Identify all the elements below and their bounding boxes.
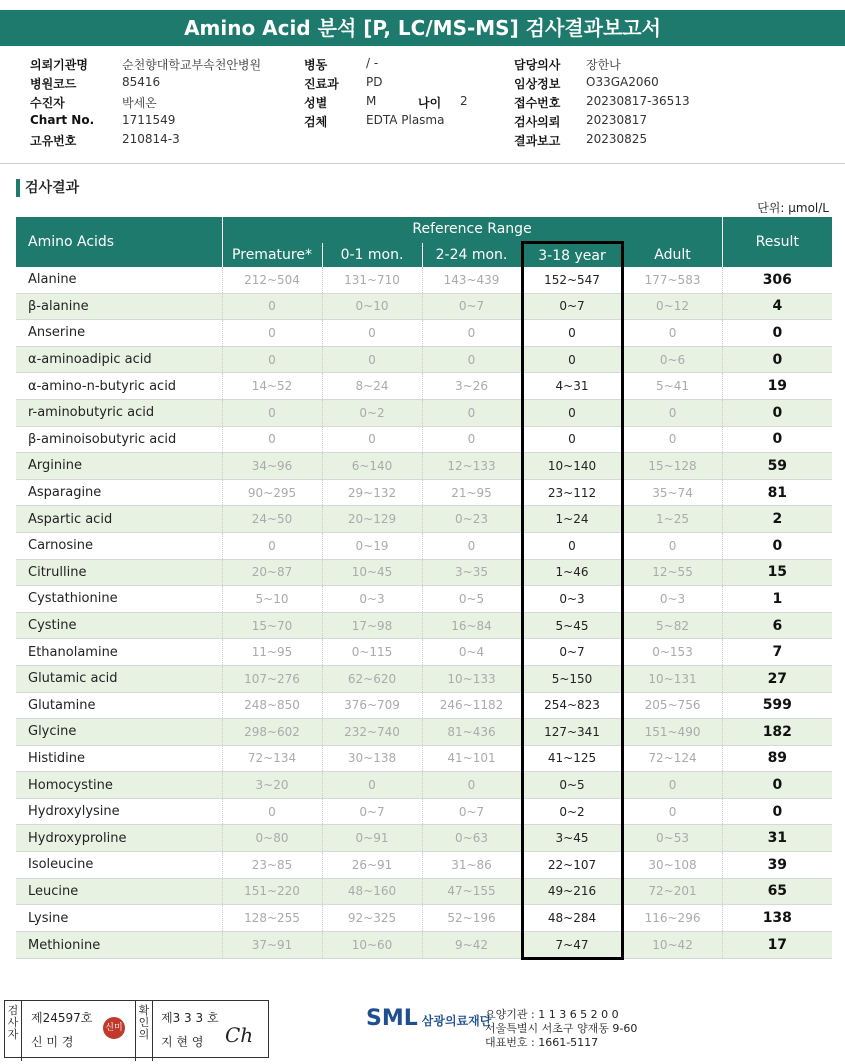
ref-3-18-year: 152~547 (522, 267, 622, 293)
address: 서울특별시 서초구 양재동 9-60 (485, 1022, 638, 1035)
ref-range-cell: 17~98 (322, 612, 422, 639)
chart-value: 1711549 (122, 113, 176, 127)
amino-acid-name: r-aminobutyric acid (16, 399, 222, 426)
result-value: 65 (722, 878, 832, 905)
amino-acid-name: Carnosine (16, 532, 222, 559)
table-row (16, 373, 832, 400)
amino-acid-name: Aspartic acid (16, 506, 222, 533)
ref-range-cell: 0~80 (222, 825, 322, 852)
ward-value: / - (366, 56, 379, 70)
ref-range-cell: 0~7 (422, 293, 522, 320)
ref-range-cell: 0~4 (422, 639, 522, 666)
ref-range-cell: 15~70 (222, 612, 322, 639)
footer (0, 1000, 845, 1064)
ref-range-cell: 0 (622, 532, 722, 559)
ref-3-18-year: 0~2 (522, 798, 622, 825)
ref-range-cell: 20~87 (222, 559, 322, 586)
table-row (16, 559, 832, 586)
ref-range-cell: 81~436 (422, 719, 522, 746)
ref-range-cell: 0~3 (622, 586, 722, 613)
ref-range-cell: 0 (422, 772, 522, 799)
patient-info (30, 56, 830, 151)
tester-number: 제24597호 (31, 1011, 93, 1025)
table-row (16, 692, 832, 719)
confirm-number: 제3 3 3 호 (161, 1011, 219, 1025)
report-title: Amino Acid 분석 [P, LC/MS-MS] 검사결과보고서 (0, 10, 845, 46)
ref-range-cell: 0 (222, 399, 322, 426)
ref-range-cell: 10~60 (322, 931, 422, 959)
ref-3-18-year: 4~31 (522, 373, 622, 400)
ref-range-cell: 72~124 (622, 745, 722, 772)
ward-label: 병동 (304, 58, 328, 72)
result-value: 599 (722, 692, 832, 719)
result-value: 39 (722, 852, 832, 879)
ref-range-cell: 107~276 (222, 665, 322, 692)
ref-range-cell: 90~295 (222, 479, 322, 506)
ref-range-cell: 0~23 (422, 506, 522, 533)
ref-range-cell: 0 (222, 532, 322, 559)
amino-acid-name: Cystathionine (16, 586, 222, 613)
unit-label: 단위: μmol/L (757, 201, 829, 215)
result-value: 27 (722, 665, 832, 692)
ref-range-cell: 0~19 (322, 532, 422, 559)
ref-range-cell: 62~620 (322, 665, 422, 692)
ref-range-cell: 0 (422, 532, 522, 559)
amino-acid-name: Methionine (16, 931, 222, 959)
logo-text: SML (366, 1006, 418, 1031)
result-value: 0 (722, 346, 832, 373)
patient-label: 수진자 (30, 96, 65, 110)
ref-3-18-year: 1~24 (522, 506, 622, 533)
request-value: 20230817 (586, 113, 648, 127)
ref-3-18-year: 0 (522, 532, 622, 559)
result-value: 0 (722, 399, 832, 426)
amino-acid-name: β-aminoisobutyric acid (16, 426, 222, 453)
ref-3-18-year: 254~823 (522, 692, 622, 719)
ref-3-18-year: 0 (522, 320, 622, 347)
ref-3-18-year: 5~45 (522, 612, 622, 639)
amino-acid-name: Anserine (16, 320, 222, 347)
result-value: 0 (722, 772, 832, 799)
address-block (485, 1008, 637, 1050)
result-value: 6 (722, 612, 832, 639)
ref-3-18-year: 127~341 (522, 719, 622, 746)
ref-range-cell: 0 (622, 798, 722, 825)
ref-range-cell: 5~82 (622, 612, 722, 639)
ref-range-cell: 0 (322, 320, 422, 347)
table-row (16, 586, 832, 613)
ref-range-cell: 41~101 (422, 745, 522, 772)
amino-acid-name: Isoleucine (16, 852, 222, 879)
ref-range-cell: 10~42 (622, 931, 722, 959)
header-amino-acids: Amino Acids (16, 217, 222, 267)
amino-acid-name: Leucine (16, 878, 222, 905)
amino-acid-name: Alanine (16, 267, 222, 293)
result-value: 1 (722, 586, 832, 613)
age-label: 나이 (418, 96, 442, 110)
ref-range-cell: 0~153 (622, 639, 722, 666)
ref-range-cell: 0 (622, 426, 722, 453)
ref-3-18-year: 10~140 (522, 453, 622, 480)
phone: 대표번호 : 1661-5117 (485, 1036, 599, 1049)
table-row (16, 293, 832, 320)
result-value: 81 (722, 479, 832, 506)
header-adult: Adult (622, 243, 722, 268)
amino-acid-name: α-amino-n-butyric acid (16, 373, 222, 400)
table-row (16, 506, 832, 533)
ref-range-cell: 212~504 (222, 267, 322, 293)
sex-label: 성별 (304, 96, 328, 110)
ref-range-cell: 0~91 (322, 825, 422, 852)
code-label: 병원코드 (30, 77, 77, 91)
ref-range-cell: 3~26 (422, 373, 522, 400)
specimen-label: 검체 (304, 115, 328, 129)
ref-3-18-year: 41~125 (522, 745, 622, 772)
ref-range-cell: 177~583 (622, 267, 722, 293)
section-title: 검사결과 (25, 180, 80, 196)
ref-range-cell: 0 (322, 772, 422, 799)
ref-3-18-year: 0~5 (522, 772, 622, 799)
ref-range-cell: 23~85 (222, 852, 322, 879)
ref-range-cell: 246~1182 (422, 692, 522, 719)
result-value: 15 (722, 559, 832, 586)
ref-range-cell: 37~91 (222, 931, 322, 959)
specimen-value: EDTA Plasma (366, 113, 445, 127)
ref-range-cell: 35~74 (622, 479, 722, 506)
result-value: 0 (722, 320, 832, 347)
ref-range-cell: 0 (322, 426, 422, 453)
ref-range-cell: 31~86 (422, 852, 522, 879)
ref-range-cell: 72~201 (622, 878, 722, 905)
amino-acid-name: Hydroxylysine (16, 798, 222, 825)
ref-3-18-year: 7~47 (522, 931, 622, 959)
ref-range-cell: 0 (422, 346, 522, 373)
chart-label: Chart No. (30, 113, 95, 127)
ref-range-cell: 0 (622, 399, 722, 426)
ref-range-cell: 24~50 (222, 506, 322, 533)
table-row (16, 532, 832, 559)
ref-range-cell: 298~602 (222, 719, 322, 746)
ref-range-cell: 0~7 (322, 798, 422, 825)
report-value: 20230825 (586, 132, 648, 146)
hospital-label: 의뢰기관명 (30, 58, 88, 72)
ref-range-cell: 10~45 (322, 559, 422, 586)
amino-acid-name: α-aminoadipic acid (16, 346, 222, 373)
ref-range-cell: 34~96 (222, 453, 322, 480)
ref-3-18-year: 49~216 (522, 878, 622, 905)
ref-range-cell: 151~490 (622, 719, 722, 746)
amino-acid-name: Cystine (16, 612, 222, 639)
ref-range-cell: 3~35 (422, 559, 522, 586)
section-marker (16, 179, 20, 197)
dept-value: PD (366, 75, 383, 89)
divider (0, 163, 845, 164)
ref-range-cell: 26~91 (322, 852, 422, 879)
ref-range-cell: 0~5 (422, 586, 522, 613)
ref-range-cell: 151~220 (222, 878, 322, 905)
sex-value: M (366, 94, 377, 108)
header-2-24-mon: 2-24 mon. (422, 243, 522, 268)
table-row (16, 931, 832, 959)
confirm-signature: Ch (225, 1023, 254, 1047)
table-row (16, 346, 832, 373)
confirm-label: 확인의 (135, 1001, 153, 1061)
institution-code: 요양기관 : 1 1 3 6 5 2 0 0 (485, 1008, 619, 1021)
table-row (16, 320, 832, 347)
clinical-label: 임상정보 (514, 77, 561, 91)
ref-3-18-year: 48~284 (522, 905, 622, 932)
ref-range-cell: 0~63 (422, 825, 522, 852)
ref-range-cell: 0 (622, 772, 722, 799)
ref-3-18-year: 23~112 (522, 479, 622, 506)
ref-range-cell: 5~41 (622, 373, 722, 400)
ref-range-cell: 0 (222, 320, 322, 347)
table-row (16, 905, 832, 932)
table-row (16, 426, 832, 453)
amino-acid-name: Citrulline (16, 559, 222, 586)
header-reference-range: Reference Range (222, 217, 722, 243)
table-row (16, 719, 832, 746)
result-value: 0 (722, 426, 832, 453)
amino-acid-name: Glutamine (16, 692, 222, 719)
ref-range-cell: 248~850 (222, 692, 322, 719)
clinical-value: O33GA2060 (586, 75, 659, 89)
ref-range-cell: 29~132 (322, 479, 422, 506)
ref-range-cell: 72~134 (222, 745, 322, 772)
tester-name: 신 미 경 (31, 1035, 74, 1049)
ref-3-18-year: 22~107 (522, 852, 622, 879)
table-row (16, 399, 832, 426)
ref-range-cell: 0~7 (422, 798, 522, 825)
ref-range-cell: 0~53 (622, 825, 722, 852)
ref-range-cell: 20~129 (322, 506, 422, 533)
ref-3-18-year: 1~46 (522, 559, 622, 586)
ref-range-cell: 0~6 (622, 346, 722, 373)
ref-range-cell: 0 (222, 798, 322, 825)
ref-range-cell: 1~25 (622, 506, 722, 533)
amino-acid-name: Ethanolamine (16, 639, 222, 666)
ref-range-cell: 10~131 (622, 665, 722, 692)
ref-range-cell: 11~95 (222, 639, 322, 666)
ref-3-18-year: 0 (522, 346, 622, 373)
amino-acid-name: Histidine (16, 745, 222, 772)
ref-range-cell: 0~2 (322, 399, 422, 426)
ref-3-18-year: 3~45 (522, 825, 622, 852)
ref-range-cell: 0 (222, 293, 322, 320)
table-row (16, 878, 832, 905)
ref-3-18-year: 0 (522, 399, 622, 426)
ref-range-cell: 0 (422, 426, 522, 453)
amino-acid-name: Lysine (16, 905, 222, 932)
ref-range-cell: 5~10 (222, 586, 322, 613)
ref-3-18-year: 0~7 (522, 293, 622, 320)
code-value: 85416 (122, 75, 161, 89)
signature-box (4, 1000, 269, 1058)
ref-range-cell: 0 (422, 399, 522, 426)
result-value: 306 (722, 267, 832, 293)
ref-range-cell: 0 (422, 320, 522, 347)
ref-range-cell: 0 (622, 320, 722, 347)
ref-range-cell: 128~255 (222, 905, 322, 932)
results-table (16, 217, 832, 960)
ref-range-cell: 10~133 (422, 665, 522, 692)
table-row (16, 825, 832, 852)
amino-acid-name: Glutamic acid (16, 665, 222, 692)
result-value: 19 (722, 373, 832, 400)
ref-range-cell: 131~710 (322, 267, 422, 293)
ref-range-cell: 52~196 (422, 905, 522, 932)
header-3-18-year: 3-18 year (522, 243, 622, 268)
header-0-1-mon: 0-1 mon. (322, 243, 422, 268)
ref-range-cell: 30~108 (622, 852, 722, 879)
ref-3-18-year: 5~150 (522, 665, 622, 692)
header-result: Result (722, 217, 832, 267)
uid-label: 고유번호 (30, 134, 77, 148)
table-row (16, 798, 832, 825)
doctor-label: 담당의사 (514, 58, 561, 72)
sml-logo (366, 1006, 491, 1031)
ref-range-cell: 47~155 (422, 878, 522, 905)
header-premature: Premature* (222, 243, 322, 268)
ref-3-18-year: 0~7 (522, 639, 622, 666)
table-row (16, 479, 832, 506)
ref-range-cell: 14~52 (222, 373, 322, 400)
ref-range-cell: 16~84 (422, 612, 522, 639)
ref-range-cell: 3~20 (222, 772, 322, 799)
table-row (16, 453, 832, 480)
table-row (16, 772, 832, 799)
result-value: 31 (722, 825, 832, 852)
ref-range-cell: 0 (222, 426, 322, 453)
table-row (16, 665, 832, 692)
ref-range-cell: 21~95 (422, 479, 522, 506)
ref-range-cell: 0~115 (322, 639, 422, 666)
amino-acid-name: Glycine (16, 719, 222, 746)
result-value: 0 (722, 798, 832, 825)
amino-acid-name: Homocystine (16, 772, 222, 799)
ref-range-cell: 15~128 (622, 453, 722, 480)
tester-label: 검사자 (5, 1001, 22, 1061)
ref-range-cell: 376~709 (322, 692, 422, 719)
receipt-label: 접수번호 (514, 96, 561, 110)
hospital-value: 순천향대학교부속천안병원 (122, 58, 262, 72)
ref-range-cell: 205~756 (622, 692, 722, 719)
ref-3-18-year: 0~3 (522, 586, 622, 613)
ref-range-cell: 0~3 (322, 586, 422, 613)
foundation-name: 삼광의료재단 (421, 1014, 492, 1028)
ref-range-cell: 0~12 (622, 293, 722, 320)
table-row (16, 745, 832, 772)
result-value: 59 (722, 453, 832, 480)
ref-3-18-year: 0 (522, 426, 622, 453)
table-row (16, 267, 832, 293)
ref-range-cell: 0~10 (322, 293, 422, 320)
ref-range-cell: 92~325 (322, 905, 422, 932)
ref-range-cell: 30~138 (322, 745, 422, 772)
result-value: 0 (722, 532, 832, 559)
ref-range-cell: 232~740 (322, 719, 422, 746)
result-value: 182 (722, 719, 832, 746)
uid-value: 210814-3 (122, 132, 180, 146)
table-row (16, 612, 832, 639)
ref-range-cell: 0 (322, 346, 422, 373)
amino-acid-name: Arginine (16, 453, 222, 480)
ref-range-cell: 6~140 (322, 453, 422, 480)
result-value: 89 (722, 745, 832, 772)
doctor-value: 장한나 (586, 58, 621, 72)
tester-seal: 신미경 (103, 1017, 125, 1039)
ref-range-cell: 116~296 (622, 905, 722, 932)
amino-acid-name: Hydroxyproline (16, 825, 222, 852)
result-value: 4 (722, 293, 832, 320)
result-value: 2 (722, 506, 832, 533)
ref-range-cell: 8~24 (322, 373, 422, 400)
patient-value: 박세온 (122, 96, 157, 110)
table-row (16, 852, 832, 879)
receipt-value: 20230817-36513 (586, 94, 690, 108)
amino-acid-name: Asparagine (16, 479, 222, 506)
ref-range-cell: 0 (222, 346, 322, 373)
ref-range-cell: 9~42 (422, 931, 522, 959)
confirm-name: 지 현 영 (161, 1035, 204, 1049)
ref-range-cell: 48~160 (322, 878, 422, 905)
ref-range-cell: 12~55 (622, 559, 722, 586)
report-label: 결과보고 (514, 134, 561, 148)
dept-label: 진료과 (304, 77, 339, 91)
result-value: 7 (722, 639, 832, 666)
request-label: 검사의뢰 (514, 115, 561, 129)
ref-range-cell: 143~439 (422, 267, 522, 293)
table-row (16, 639, 832, 666)
amino-acid-name: β-alanine (16, 293, 222, 320)
ref-range-cell: 12~133 (422, 453, 522, 480)
result-value: 138 (722, 905, 832, 932)
result-value: 17 (722, 931, 832, 959)
age-value: 2 (460, 94, 468, 108)
